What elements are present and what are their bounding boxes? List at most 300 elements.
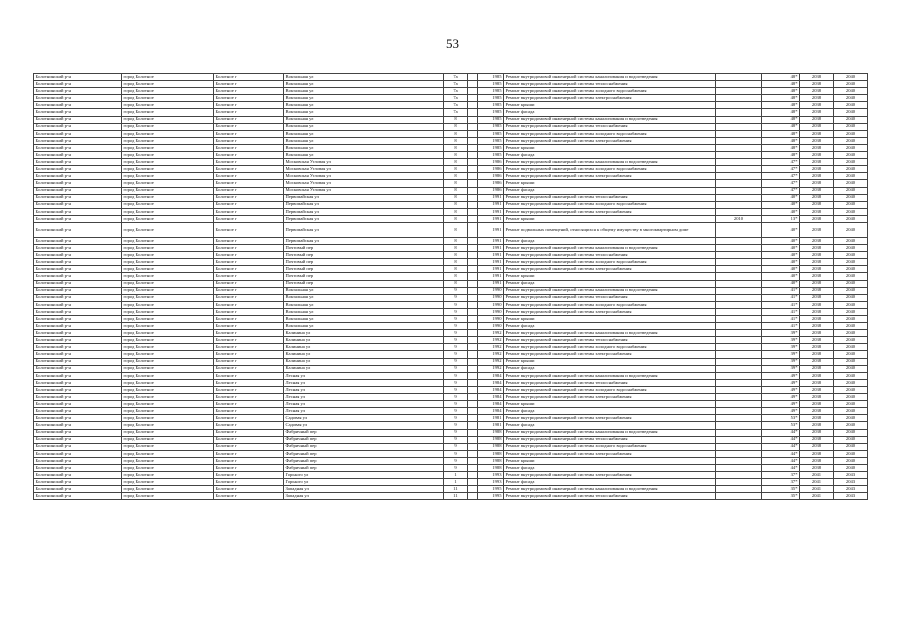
cell-wear: 39*	[762, 330, 800, 337]
cell-district: Болотнинский р-н	[34, 102, 122, 109]
table-row	[34, 316, 868, 323]
table-row	[34, 123, 868, 130]
cell-district: Болотнинский р-н	[34, 316, 122, 323]
cell-last-repair	[716, 88, 762, 95]
cell-plan-start: 2041	[800, 486, 834, 493]
table-row	[34, 358, 868, 365]
cell-plan-start: 2038	[800, 109, 834, 116]
cell-locality: Болотное г	[214, 215, 284, 222]
cell-settlement: город Болотное	[122, 159, 214, 166]
cell-house: 9	[444, 294, 468, 301]
cell-year: 1985	[478, 130, 504, 137]
cell-plan-start: 2041	[800, 472, 834, 479]
cell-district: Болотнинский р-н	[34, 337, 122, 344]
cell-house: 8	[444, 252, 468, 259]
cell-street: Почтовый пер	[284, 273, 444, 280]
table-row	[34, 273, 868, 280]
cell-wear: 40*	[762, 201, 800, 208]
table-row	[34, 222, 868, 237]
cell-locality: Болотное г	[214, 323, 284, 330]
cell-plan-start: 2038	[800, 401, 834, 408]
cell-settlement: город Болотное	[122, 280, 214, 287]
cell-settlement: город Болотное	[122, 479, 214, 486]
cell-plan-start: 2038	[800, 88, 834, 95]
cell-house: 9	[444, 287, 468, 294]
cell-building	[468, 266, 478, 273]
cell-building	[468, 215, 478, 222]
cell-district: Болотнинский р-н	[34, 479, 122, 486]
cell-street: Почтовый пер	[284, 266, 444, 273]
cell-plan-start: 2038	[800, 408, 834, 415]
cell-wear: 39*	[762, 351, 800, 358]
cell-settlement: город Болотное	[122, 123, 214, 130]
cell-street: Вокзальная ул	[284, 81, 444, 88]
cell-wear: 40*	[762, 266, 800, 273]
cell-year: 1984	[478, 401, 504, 408]
cell-locality: Болотное г	[214, 379, 284, 386]
cell-street: Горького ул	[284, 479, 444, 486]
cell-street: Вокзальная ул	[284, 88, 444, 95]
cell-plan-start: 2038	[800, 252, 834, 259]
cell-district: Болотнинский р-н	[34, 372, 122, 379]
cell-plan-start: 2038	[800, 457, 834, 464]
cell-year: 1984	[478, 386, 504, 393]
cell-street: Вокзальная ул	[284, 144, 444, 151]
cell-building	[468, 208, 478, 215]
cell-last-repair	[716, 173, 762, 180]
cell-locality: Болотное г	[214, 280, 284, 287]
cell-year: 1988	[478, 429, 504, 436]
cell-house: 8	[444, 137, 468, 144]
table-row	[34, 457, 868, 464]
cell-district: Болотнинский р-н	[34, 116, 122, 123]
cell-last-repair	[716, 259, 762, 266]
cell-settlement: город Болотное	[122, 180, 214, 187]
cell-plan-end: 2040	[834, 166, 868, 173]
cell-settlement: город Болотное	[122, 287, 214, 294]
cell-plan-end: 2040	[834, 123, 868, 130]
cell-district: Болотнинский р-н	[34, 252, 122, 259]
cell-house: 7а	[444, 81, 468, 88]
cell-plan-start: 2038	[800, 337, 834, 344]
cell-house: 8	[444, 173, 468, 180]
cell-plan-end: 2040	[834, 301, 868, 308]
cell-last-repair	[716, 394, 762, 401]
cell-settlement: город Болотное	[122, 187, 214, 194]
cell-last-repair	[716, 301, 762, 308]
cell-locality: Болотное г	[214, 386, 284, 393]
cell-plan-end: 2040	[834, 116, 868, 123]
cell-last-repair	[716, 123, 762, 130]
table-row	[34, 344, 868, 351]
cell-street: Западная ул	[284, 493, 444, 500]
cell-street: Вокзальная ул	[284, 116, 444, 123]
cell-wear: 49*	[762, 394, 800, 401]
cell-district: Болотнинский р-н	[34, 457, 122, 464]
cell-work-type: Ремонт внутридомовой инженерной системы электроснабжения	[504, 308, 716, 315]
cell-plan-start: 2038	[800, 215, 834, 222]
cell-plan-end: 2040	[834, 137, 868, 144]
cell-locality: Болотное г	[214, 287, 284, 294]
table-row	[34, 245, 868, 252]
cell-wear: 39*	[762, 365, 800, 372]
cell-district: Болотнинский р-н	[34, 74, 122, 81]
cell-wear: 48*	[762, 123, 800, 130]
cell-work-type: Ремонт крыши	[504, 358, 716, 365]
cell-settlement: город Болотное	[122, 443, 214, 450]
cell-plan-start: 2038	[800, 130, 834, 137]
table-row	[34, 137, 868, 144]
cell-year: 1992	[478, 358, 504, 365]
cell-plan-end: 2040	[834, 187, 868, 194]
cell-house: 8	[444, 144, 468, 151]
cell-building	[468, 493, 478, 500]
cell-locality: Болотное г	[214, 493, 284, 500]
cell-wear: 47*	[762, 173, 800, 180]
cell-wear: 37*	[762, 472, 800, 479]
cell-wear: 48*	[762, 144, 800, 151]
cell-plan-end: 2040	[834, 81, 868, 88]
cell-year: 1985	[478, 144, 504, 151]
cell-building	[468, 294, 478, 301]
cell-plan-start: 2038	[800, 429, 834, 436]
cell-street: Московская Угловая ул	[284, 159, 444, 166]
cell-street: Вокзальная ул	[284, 323, 444, 330]
table-row	[34, 472, 868, 479]
cell-plan-start: 2038	[800, 187, 834, 194]
table-row	[34, 215, 868, 222]
cell-plan-end: 2040	[834, 273, 868, 280]
cell-plan-start: 2038	[800, 180, 834, 187]
cell-wear: 39*	[762, 358, 800, 365]
cell-district: Болотнинский р-н	[34, 222, 122, 237]
cell-work-type: Ремонт внутридомовой инженерной системы теплоснабжения	[504, 493, 716, 500]
cell-work-type: Ремонт внутридомовой инженерной системы канализования и водоотведения	[504, 116, 716, 123]
cell-work-type: Ремонт внутридомовой инженерной системы холодного водоснабжения	[504, 386, 716, 393]
table-row	[34, 379, 868, 386]
cell-year: 1986	[478, 180, 504, 187]
table-row	[34, 166, 868, 173]
cell-building	[468, 372, 478, 379]
cell-settlement: город Болотное	[122, 173, 214, 180]
cell-plan-end: 2040	[834, 259, 868, 266]
cell-settlement: город Болотное	[122, 222, 214, 237]
cell-wear: 35*	[762, 493, 800, 500]
cell-wear: 39*	[762, 344, 800, 351]
table-row	[34, 365, 868, 372]
cell-plan-end: 2043	[834, 486, 868, 493]
cell-settlement: город Болотное	[122, 116, 214, 123]
table-row	[34, 386, 868, 393]
cell-building	[468, 330, 478, 337]
cell-settlement: город Болотное	[122, 308, 214, 315]
cell-wear: 48*	[762, 109, 800, 116]
cell-locality: Болотное г	[214, 408, 284, 415]
cell-last-repair	[716, 450, 762, 457]
cell-year: 1991	[478, 215, 504, 222]
table-row	[34, 394, 868, 401]
cell-plan-end: 2040	[834, 102, 868, 109]
cell-year: 1990	[478, 287, 504, 294]
cell-year: 1981	[478, 422, 504, 429]
cell-year: 1992	[478, 344, 504, 351]
cell-building	[468, 379, 478, 386]
cell-year: 1990	[478, 294, 504, 301]
cell-settlement: город Болотное	[122, 152, 214, 159]
cell-work-type: Ремонт крыши	[504, 273, 716, 280]
cell-wear: 41*	[762, 294, 800, 301]
cell-work-type: Ремонт подвальных помещений, относящихся к общему имуществу в многоквартирном доме	[504, 222, 716, 237]
cell-work-type: Ремонт внутридомовой инженерной системы канализования и водоотведения	[504, 330, 716, 337]
cell-locality: Болотное г	[214, 88, 284, 95]
cell-settlement: город Болотное	[122, 401, 214, 408]
cell-settlement: город Болотное	[122, 450, 214, 457]
cell-street: Почтовый пер	[284, 280, 444, 287]
cell-plan-start: 2038	[800, 237, 834, 244]
cell-house: 9	[444, 429, 468, 436]
cell-district: Болотнинский р-н	[34, 330, 122, 337]
cell-plan-start: 2038	[800, 173, 834, 180]
cell-work-type: Ремонт крыши	[504, 401, 716, 408]
cell-street: Садовая ул	[284, 422, 444, 429]
cell-plan-start: 2038	[800, 280, 834, 287]
cell-year: 1988	[478, 450, 504, 457]
cell-last-repair	[716, 166, 762, 173]
cell-work-type: Ремонт внутридомовой инженерной системы теплоснабжения	[504, 123, 716, 130]
cell-street: Лесная ул	[284, 379, 444, 386]
cell-house: 8	[444, 187, 468, 194]
cell-locality: Болотное г	[214, 358, 284, 365]
cell-wear: 39*	[762, 337, 800, 344]
cell-district: Болотнинский р-н	[34, 180, 122, 187]
cell-building	[468, 415, 478, 422]
cell-work-type: Ремонт крыши	[504, 215, 716, 222]
table-row	[34, 486, 868, 493]
cell-locality: Болотное г	[214, 102, 284, 109]
cell-locality: Болотное г	[214, 479, 284, 486]
cell-wear: 48*	[762, 95, 800, 102]
cell-year: 1992	[478, 365, 504, 372]
table-row	[34, 144, 868, 151]
cell-plan-end: 2040	[834, 130, 868, 137]
cell-district: Болотнинский р-н	[34, 152, 122, 159]
cell-work-type: Ремонт внутридомовой инженерной системы теплоснабжения	[504, 294, 716, 301]
cell-year: 1992	[478, 351, 504, 358]
cell-house: 9	[444, 422, 468, 429]
cell-street: Московская Угловая ул	[284, 166, 444, 173]
cell-year: 1993	[478, 472, 504, 479]
cell-work-type: Ремонт фасада	[504, 187, 716, 194]
cell-district: Болотнинский р-н	[34, 208, 122, 215]
cell-house: 9	[444, 394, 468, 401]
cell-year: 1984	[478, 408, 504, 415]
cell-plan-end: 2040	[834, 266, 868, 273]
cell-house: 8	[444, 237, 468, 244]
table-row	[34, 443, 868, 450]
cell-house: 7а	[444, 109, 468, 116]
cell-street: Западная ул	[284, 486, 444, 493]
table-row	[34, 401, 868, 408]
cell-locality: Болотное г	[214, 81, 284, 88]
cell-locality: Болотное г	[214, 152, 284, 159]
cell-plan-end: 2040	[834, 316, 868, 323]
cell-building	[468, 386, 478, 393]
cell-year: 1988	[478, 457, 504, 464]
cell-plan-end: 2040	[834, 173, 868, 180]
cell-district: Болотнинский р-н	[34, 365, 122, 372]
cell-locality: Болотное г	[214, 237, 284, 244]
table-row	[34, 173, 868, 180]
cell-last-repair	[716, 372, 762, 379]
cell-house: 9	[444, 372, 468, 379]
cell-year: 1991	[478, 245, 504, 252]
cell-street: Вокзальная ул	[284, 95, 444, 102]
cell-district: Болотнинский р-н	[34, 159, 122, 166]
cell-building	[468, 159, 478, 166]
cell-plan-end: 2040	[834, 330, 868, 337]
cell-settlement: город Болотное	[122, 273, 214, 280]
cell-plan-end: 2040	[834, 401, 868, 408]
cell-wear: 40*	[762, 252, 800, 259]
cell-house: 9	[444, 330, 468, 337]
cell-street: Вокзальная ул	[284, 74, 444, 81]
cell-work-type: Ремонт крыши	[504, 144, 716, 151]
cell-plan-start: 2038	[800, 273, 834, 280]
cell-wear: 41*	[762, 308, 800, 315]
cell-last-repair: 2010	[716, 215, 762, 222]
cell-year: 1986	[478, 173, 504, 180]
cell-locality: Болотное г	[214, 208, 284, 215]
cell-last-repair	[716, 443, 762, 450]
cell-street: Московская Угловая ул	[284, 173, 444, 180]
cell-year: 1988	[478, 464, 504, 471]
cell-year: 1990	[478, 308, 504, 315]
table-row	[34, 180, 868, 187]
cell-last-repair	[716, 245, 762, 252]
cell-year: 1984	[478, 372, 504, 379]
cell-district: Болотнинский р-н	[34, 429, 122, 436]
table-row	[34, 237, 868, 244]
cell-plan-end: 2040	[834, 351, 868, 358]
cell-work-type: Ремонт внутридомовой инженерной системы холодного водоснабжения	[504, 201, 716, 208]
cell-building	[468, 287, 478, 294]
cell-locality: Болотное г	[214, 266, 284, 273]
cell-last-repair	[716, 464, 762, 471]
cell-settlement: город Болотное	[122, 330, 214, 337]
cell-plan-end: 2040	[834, 464, 868, 471]
table-row	[34, 194, 868, 201]
cell-building	[468, 187, 478, 194]
cell-district: Болотнинский р-н	[34, 81, 122, 88]
cell-district: Болотнинский р-н	[34, 144, 122, 151]
table-row	[34, 415, 868, 422]
cell-building	[468, 116, 478, 123]
table-row	[34, 308, 868, 315]
cell-plan-end: 2040	[834, 222, 868, 237]
cell-wear: 48*	[762, 74, 800, 81]
cell-plan-start: 2038	[800, 308, 834, 315]
cell-plan-end: 2040	[834, 337, 868, 344]
table-row	[34, 116, 868, 123]
cell-street: Лесная ул	[284, 408, 444, 415]
cell-work-type: Ремонт внутридомовой инженерной системы электроснабжения	[504, 415, 716, 422]
cell-settlement: город Болотное	[122, 166, 214, 173]
cell-settlement: город Болотное	[122, 379, 214, 386]
cell-settlement: город Болотное	[122, 358, 214, 365]
cell-last-repair	[716, 344, 762, 351]
cell-plan-start: 2038	[800, 415, 834, 422]
cell-wear: 40*	[762, 259, 800, 266]
cell-plan-start: 2038	[800, 316, 834, 323]
cell-year: 1991	[478, 237, 504, 244]
cell-last-repair	[716, 81, 762, 88]
cell-plan-end: 2040	[834, 436, 868, 443]
cell-house: 8	[444, 245, 468, 252]
cell-year: 1985	[478, 137, 504, 144]
cell-house: 8	[444, 123, 468, 130]
cell-locality: Болотное г	[214, 294, 284, 301]
table-row	[34, 130, 868, 137]
cell-wear: 35*	[762, 486, 800, 493]
cell-locality: Болотное г	[214, 159, 284, 166]
cell-work-type: Ремонт внутридомовой инженерной системы электроснабжения	[504, 394, 716, 401]
cell-building	[468, 316, 478, 323]
cell-work-type: Ремонт фасада	[504, 152, 716, 159]
cell-settlement: город Болотное	[122, 372, 214, 379]
cell-plan-start: 2038	[800, 351, 834, 358]
cell-district: Болотнинский р-н	[34, 109, 122, 116]
cell-district: Болотнинский р-н	[34, 173, 122, 180]
cell-wear: 48*	[762, 81, 800, 88]
cell-settlement: город Болотное	[122, 351, 214, 358]
cell-last-repair	[716, 74, 762, 81]
cell-year: 1984	[478, 379, 504, 386]
cell-wear: 48*	[762, 137, 800, 144]
cell-locality: Болотное г	[214, 166, 284, 173]
cell-plan-start: 2038	[800, 386, 834, 393]
cell-street: Калинина ул	[284, 344, 444, 351]
cell-locality: Болотное г	[214, 351, 284, 358]
cell-district: Болотнинский р-н	[34, 401, 122, 408]
table-row	[34, 450, 868, 457]
cell-settlement: город Болотное	[122, 486, 214, 493]
cell-work-type: Ремонт фасада	[504, 237, 716, 244]
cell-plan-start: 2038	[800, 95, 834, 102]
cell-last-repair	[716, 316, 762, 323]
cell-plan-end: 2040	[834, 422, 868, 429]
cell-wear: 40*	[762, 280, 800, 287]
cell-settlement: город Болотное	[122, 266, 214, 273]
cell-district: Болотнинский р-н	[34, 88, 122, 95]
cell-settlement: город Болотное	[122, 394, 214, 401]
cell-plan-end: 2040	[834, 144, 868, 151]
cell-locality: Болотное г	[214, 429, 284, 436]
cell-locality: Болотное г	[214, 415, 284, 422]
cell-plan-start: 2038	[800, 123, 834, 130]
cell-street: Почтовый пер	[284, 252, 444, 259]
cell-work-type: Ремонт внутридомовой инженерной системы канализования и водоотведения	[504, 159, 716, 166]
cell-street: Вокзальная ул	[284, 308, 444, 315]
cell-building	[468, 408, 478, 415]
cell-wear: 41*	[762, 287, 800, 294]
cell-wear: 48*	[762, 116, 800, 123]
cell-work-type: Ремонт внутридомовой инженерной системы теплоснабжения	[504, 337, 716, 344]
cell-house: 8	[444, 280, 468, 287]
cell-building	[468, 109, 478, 116]
cell-locality: Болотное г	[214, 116, 284, 123]
table-row	[34, 259, 868, 266]
cell-district: Болотнинский р-н	[34, 137, 122, 144]
